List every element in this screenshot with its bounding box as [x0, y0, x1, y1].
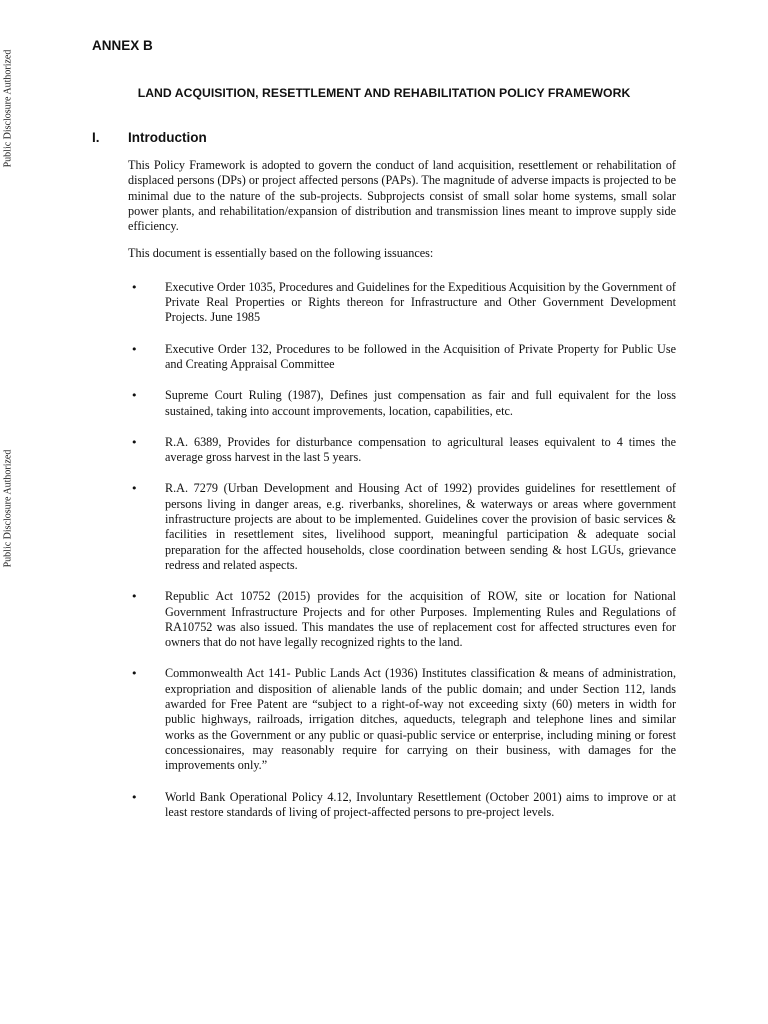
- issuances-lead: This document is essentially based on the following issuances:: [128, 246, 434, 261]
- list-item: • R.A. 7279 (Urban Development and Housing Act of 1992) provides guidelines for resettlement of persons living in danger areas, e.g. riverbanks, shorelines, & waterways or areas where government infrastructure projects are about to be implemented. Guidelines cover the provision of basic services & facilities in resettlement sites, livelihood support, meaningful participation & adequate social preparation for the affected households, close coordination between sending & host LGUs, grievance redress and related aspects.: [128, 481, 676, 573]
- document-title: LAND ACQUISITION, RESETTLEMENT AND REHABILITATION POLICY FRAMEWORK: [137, 86, 631, 100]
- side-disclosure-label: Public Disclosure Authorized: [2, 49, 14, 168]
- bullet-icon: •: [131, 590, 138, 604]
- section-body: [128, 158, 676, 820]
- list-item: • Executive Order 132, Procedures to be followed in the Acquisition of Private Property for Public Use and Creating Appraisal Committee: [128, 342, 676, 373]
- issuances-list: [128, 280, 676, 820]
- bullet-icon: •: [131, 790, 138, 804]
- list-item: • Republic Act 10752 (2015) provides for the acquisition of ROW, site or location for National Government Infrastructure Projects and for other Purposes. Implementing Rules and Regulations of RA10752 was also issued. This mandates the use of replacement cost for affected structures even for owners that do not have legally recognized rights to the land.: [128, 589, 676, 650]
- list-item: • World Bank Operational Policy 4.12, Involuntary Resettlement (October 2001) aims to improve or at least restore standards of living of project-affected persons to pre-project levels.: [128, 790, 676, 821]
- bullet-icon: •: [131, 435, 138, 449]
- list-item: • Commonwealth Act 141- Public Lands Act (1936) Institutes classification & means of administration, expropriation and disposition of alienable lands of the public domain; and under Section 112, lands awarded for Free Patent are “subject to a right-of-way not exceeding sixty (60) meters in width for public highways, railroads, irrigation ditches, aqueducts, telegraph and telephone lines and similar works as the Government or any public or quasi-public service or enterprise, including mining or forest concessionaires, may reasonably require for carrying on their business, with damages for the improvements only.”: [128, 666, 676, 773]
- bullet-icon: •: [131, 482, 138, 496]
- section-title: Introduction: [128, 130, 207, 145]
- bullet-icon: •: [131, 342, 138, 356]
- bullet-icon: •: [131, 280, 138, 294]
- section-number: I.: [92, 130, 100, 145]
- side-disclosure-label: Public Disclosure Authorized: [2, 449, 14, 568]
- list-item: • R.A. 6389, Provides for disturbance compensation to agricultural leases equivalent to 4 times the average gross harvest in the last 5 years.: [128, 435, 676, 466]
- bullet-icon: •: [131, 389, 138, 403]
- bullet-icon: •: [131, 667, 138, 681]
- list-item: • Supreme Court Ruling (1987), Defines just compensation as fair and full equivalent for the loss sustained, taking into account improvements, location, capabilities, etc.: [128, 388, 676, 419]
- annex-label: ANNEX B: [92, 38, 153, 53]
- list-item: • Executive Order 1035, Procedures and Guidelines for the Expeditious Acquisition by the Government of Private Real Properties or Rights thereon for Infrastructure and Other Government Development Projects. June 1985: [128, 280, 676, 326]
- document-page: [92, 38, 676, 836]
- section-heading: [92, 130, 676, 145]
- intro-paragraph: This Policy Framework is adopted to govern the conduct of land acquisition, resettlement or rehabilitation of displaced persons (DPs) or project affected persons (PAPs). The magnitude of adverse impacts is projected to be minimal due to the nature of the sub-projects. Subprojects consist of small solar home systems, small solar power plants, and rehabilitation/expansion of distribution and transmission lines meant to improve supply side efficiency.: [128, 158, 676, 234]
